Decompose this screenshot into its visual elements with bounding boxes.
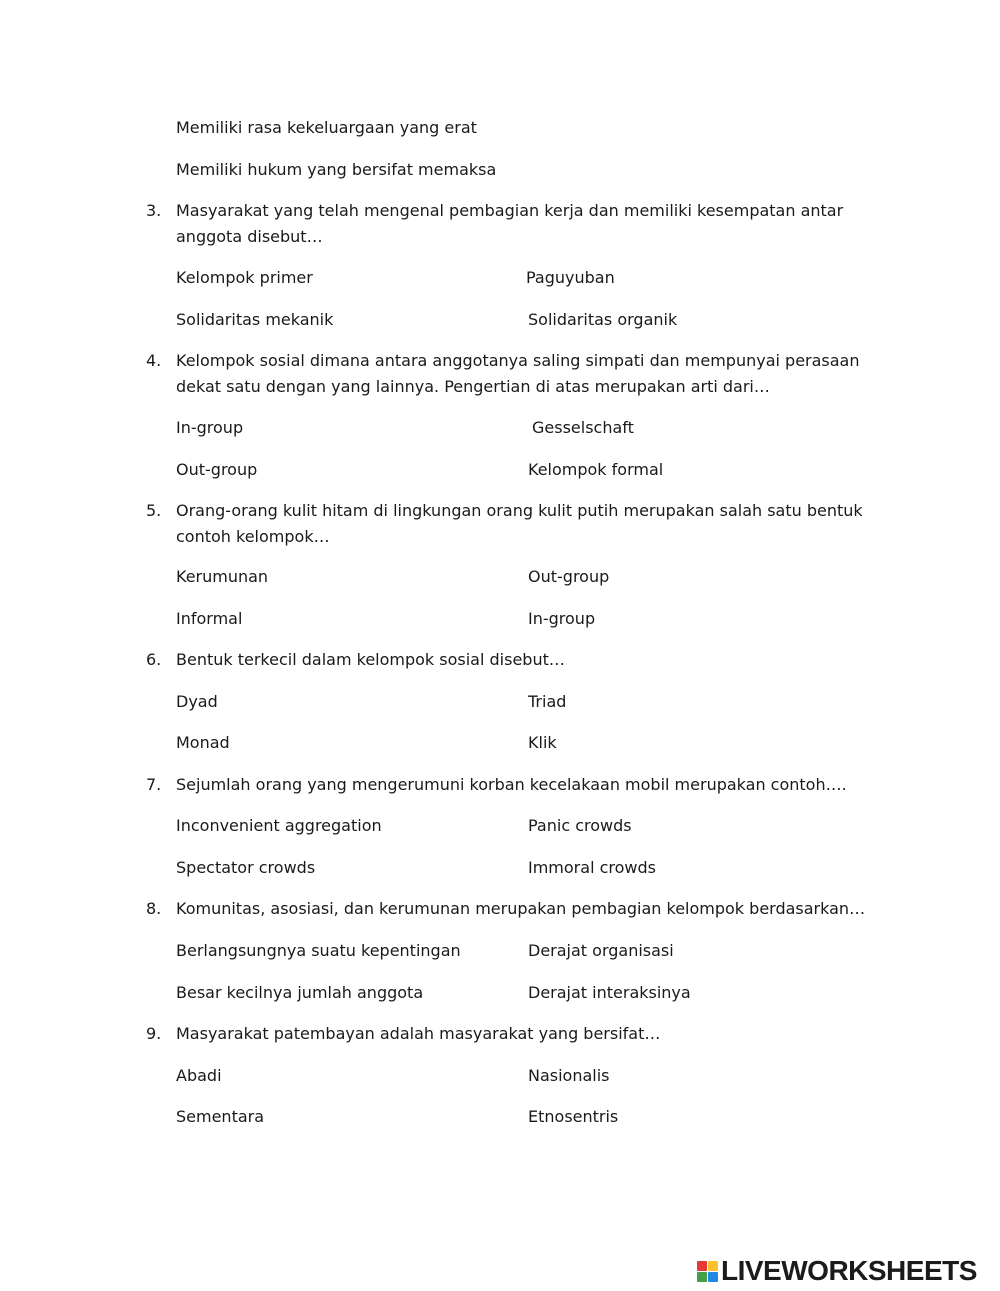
question-text: Masyarakat yang telah mengenal pembagian kerja dan memiliki kesempatan antar anggota disebut… xyxy=(176,201,844,246)
option-a[interactable]: Kelompok primer xyxy=(176,268,313,287)
option-c[interactable]: Informal xyxy=(176,609,243,628)
liveworksheets-logo xyxy=(697,1256,977,1286)
option-d[interactable]: In-group xyxy=(528,609,596,628)
option-b[interactable]: Panic crowds xyxy=(528,816,632,835)
question-text: Komunitas, asosiasi, dan kerumunan merupakan pembagian kelompok berdasarkan… xyxy=(176,899,866,918)
option-c[interactable]: Spectator crowds xyxy=(176,858,316,877)
option-c[interactable]: Monad xyxy=(176,733,230,752)
logo-block-red xyxy=(697,1261,707,1271)
option-b[interactable]: Paguyuban xyxy=(526,268,615,287)
question-number: 8. xyxy=(146,899,162,918)
question-text: Masyarakat patembayan adalah masyarakat yang bersifat… xyxy=(176,1024,661,1043)
option-b[interactable]: Out-group xyxy=(528,567,610,586)
option-c[interactable]: Solidaritas mekanik xyxy=(176,310,334,329)
logo-wordmark: LIVEWORKSHEETS xyxy=(721,1255,977,1286)
question-number: 7. xyxy=(146,775,162,794)
option-d[interactable]: Klik xyxy=(528,733,557,752)
option-c[interactable]: Out-group xyxy=(176,460,258,479)
option-d[interactable]: Immoral crowds xyxy=(528,858,656,877)
question-text: Bentuk terkecil dalam kelompok sosial disebut… xyxy=(176,650,565,669)
option-d[interactable]: Kelompok formal xyxy=(528,460,664,479)
option-d[interactable]: Derajat interaksinya xyxy=(528,983,691,1002)
option-a[interactable]: Inconvenient aggregation xyxy=(176,816,382,835)
logo-block-blue xyxy=(708,1272,718,1282)
option-a[interactable]: Dyad xyxy=(176,692,218,711)
option-c[interactable]: Besar kecilnya jumlah anggota xyxy=(176,983,424,1002)
option-c[interactable]: Sementara xyxy=(176,1107,265,1126)
option-a[interactable]: Berlangsungnya suatu kepentingan xyxy=(176,941,461,960)
intro-option-2: Memiliki hukum yang bersifat memaksa xyxy=(176,160,497,179)
option-b[interactable]: Gesselschaft xyxy=(532,418,634,437)
option-b[interactable]: Triad xyxy=(528,692,567,711)
option-a[interactable]: Kerumunan xyxy=(176,567,269,586)
option-a[interactable]: Abadi xyxy=(176,1066,222,1085)
question-number: 9. xyxy=(146,1024,162,1043)
logo-blocks-icon xyxy=(697,1261,718,1282)
logo-block-yellow xyxy=(708,1261,718,1271)
option-d[interactable]: Etnosentris xyxy=(528,1107,619,1126)
option-a[interactable]: In-group xyxy=(176,418,244,437)
intro-option-1: Memiliki rasa kekeluargaan yang erat xyxy=(176,118,477,137)
question-text: Sejumlah orang yang mengerumuni korban kecelakaan mobil merupakan contoh…. xyxy=(176,775,847,794)
option-b[interactable]: Nasionalis xyxy=(528,1066,610,1085)
option-b[interactable]: Derajat organisasi xyxy=(528,941,674,960)
question-number: 5. xyxy=(146,501,162,520)
question-number: 3. xyxy=(146,201,162,220)
question-text: Orang-orang kulit hitam di lingkungan orang kulit putih merupakan salah satu bentuk contoh kelompok… xyxy=(176,501,863,546)
option-d[interactable]: Solidaritas organik xyxy=(528,310,678,329)
question-number: 4. xyxy=(146,351,162,370)
question-number: 6. xyxy=(146,650,162,669)
logo-block-green xyxy=(697,1272,707,1282)
question-text: Kelompok sosial dimana antara anggotanya saling simpati dan mempunyai perasaan dekat satu dengan yang lainnya. Pengertian di atas merupakan arti dari… xyxy=(176,351,860,396)
